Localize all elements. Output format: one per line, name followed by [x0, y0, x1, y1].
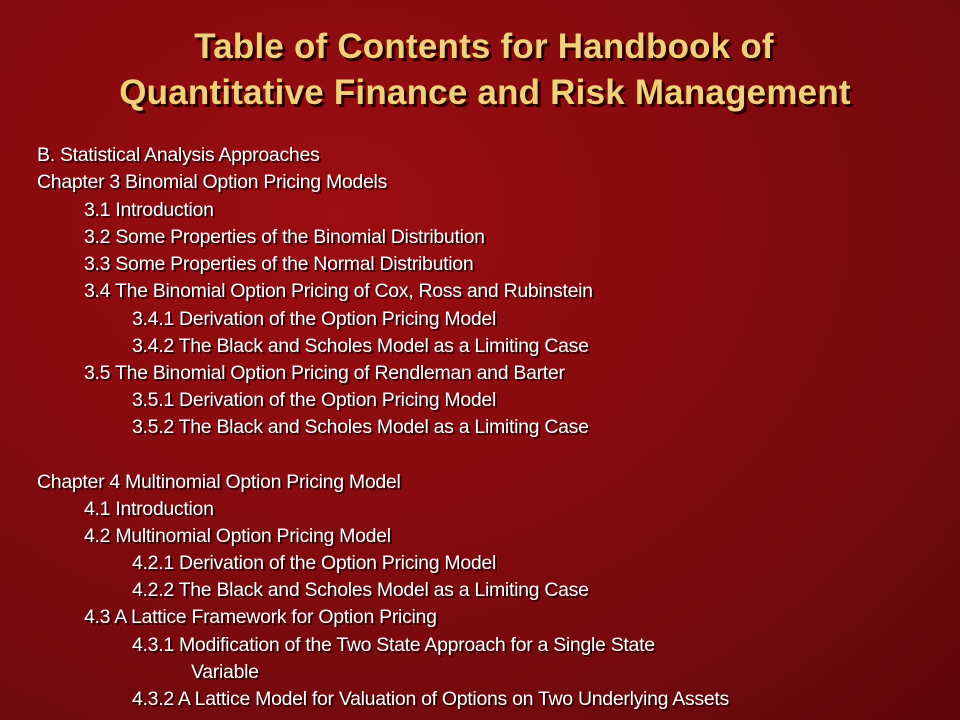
- toc-entry-3-2: 3.2 Some Properties of the Binomial Distribution: [84, 226, 485, 248]
- toc-entry-4-2-1: 4.2.1 Derivation of the Option Pricing Model: [132, 552, 497, 574]
- title-line-1: Table of Contents for Handbook of: [194, 27, 774, 66]
- toc-entry-3-4-1: 3.4.1 Derivation of the Option Pricing Model: [132, 308, 497, 330]
- toc-entry-4-3-1: 4.3.1 Modification of the Two State Approach for a Single State: [132, 634, 655, 656]
- toc-entry-4-2: 4.2 Multinomial Option Pricing Model: [84, 525, 391, 547]
- slide-title: [0, 24, 960, 116]
- toc-entry-4-3: 4.3 A Lattice Framework for Option Pricing: [84, 606, 437, 628]
- toc-entry-3-4-2: 3.4.2 The Black and Scholes Model as a Limiting Case: [132, 335, 589, 357]
- toc-entry-3-5-1: 3.5.1 Derivation of the Option Pricing Model: [132, 389, 497, 411]
- title-line-2: Quantitative Finance and Risk Management: [119, 73, 851, 112]
- toc-entry-3-3: 3.3 Some Properties of the Normal Distribution: [84, 253, 474, 275]
- toc-entry-3-5-2: 3.5.2 The Black and Scholes Model as a Limiting Case: [132, 416, 589, 438]
- chapter-4-heading: Chapter 4 Multinomial Option Pricing Model: [37, 471, 401, 493]
- toc-entry-4-1: 4.1 Introduction: [84, 498, 214, 520]
- toc-entry-3-4: 3.4 The Binomial Option Pricing of Cox, Ross and Rubinstein: [84, 280, 593, 302]
- section-b-heading: B. Statistical Analysis Approaches: [37, 144, 320, 166]
- toc-entry-4-3-2: 4.3.2 A Lattice Model for Valuation of Options on Two Underlying Assets: [132, 688, 729, 710]
- toc-entry-3-5: 3.5 The Binomial Option Pricing of Rendleman and Barter: [84, 362, 565, 384]
- toc-entry-4-2-2: 4.2.2 The Black and Scholes Model as a Limiting Case: [132, 579, 589, 601]
- toc-entry-4-3-1-continued: Variable: [191, 661, 259, 683]
- toc-entry-3-1: 3.1 Introduction: [84, 199, 214, 221]
- chapter-3-heading: Chapter 3 Binomial Option Pricing Models: [37, 171, 388, 193]
